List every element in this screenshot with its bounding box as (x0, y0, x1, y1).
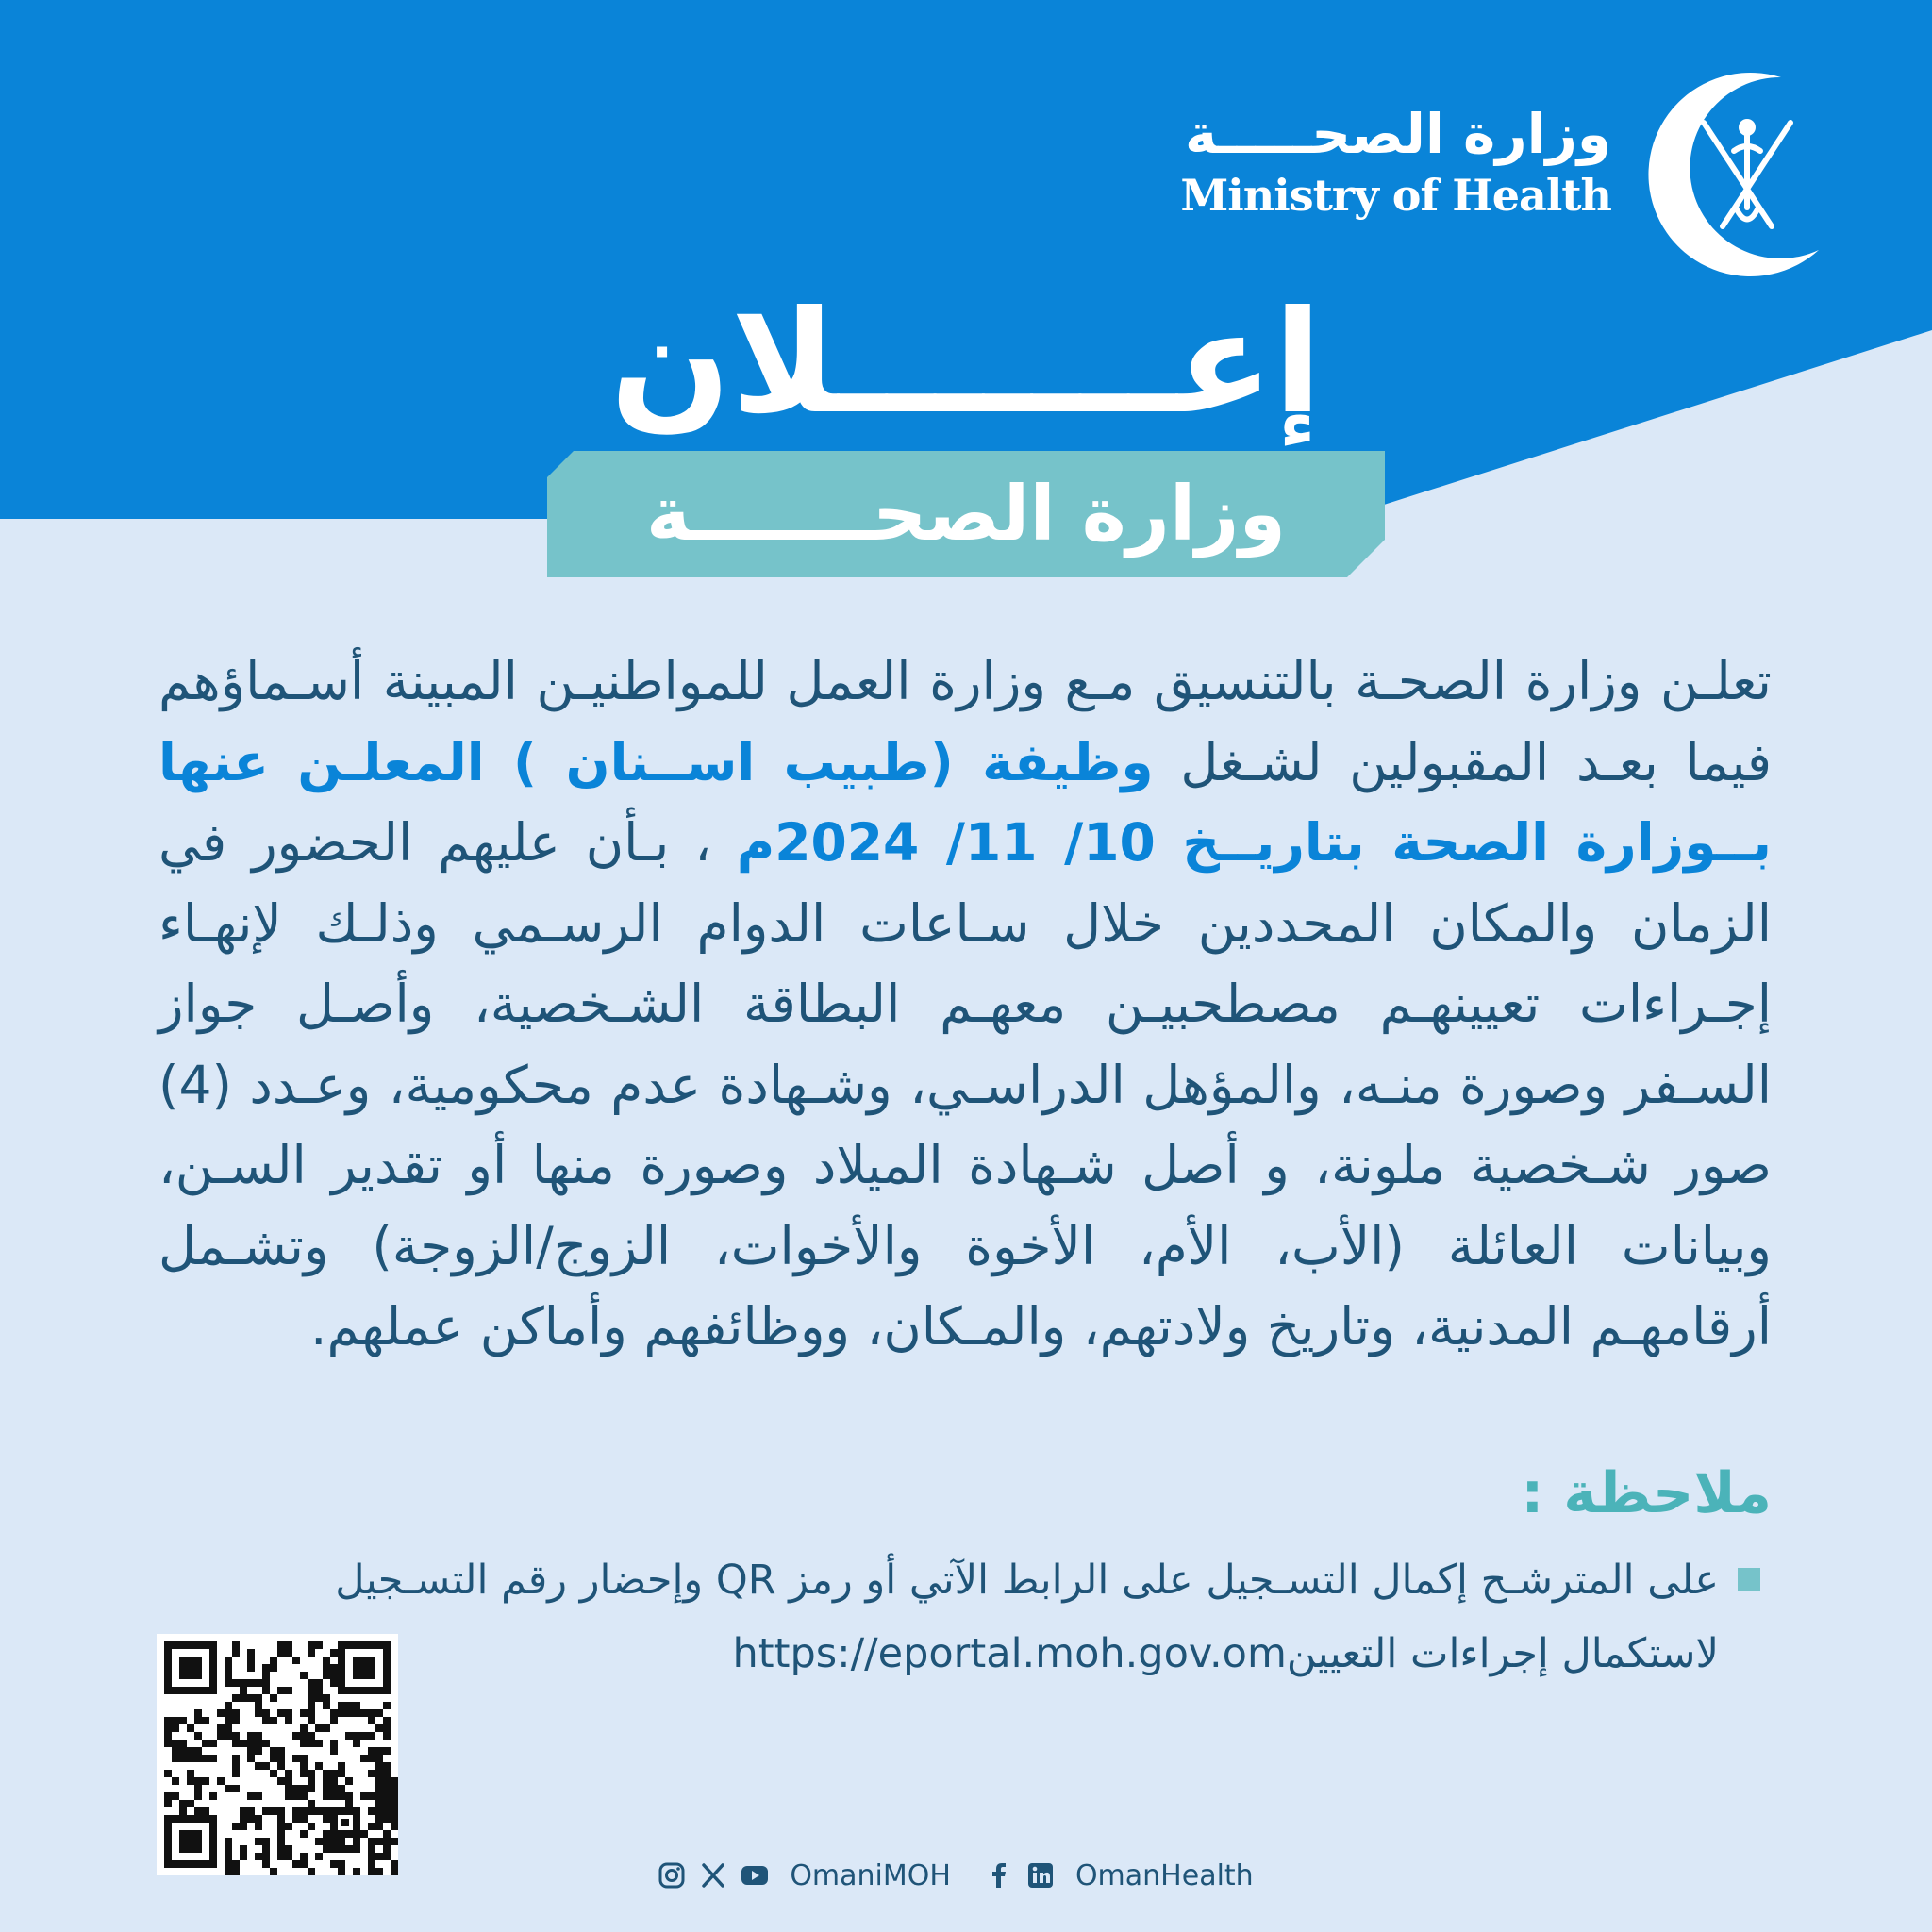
social-handle-omanimoh[interactable]: OmaniMOH (790, 1858, 951, 1892)
facebook-icon[interactable] (985, 1861, 1013, 1890)
linkedin-icon[interactable] (1026, 1861, 1055, 1890)
body-highlight: وظيفة (طبيب اســنان ) المعلـن عنها بــوزارة الصحة بتاريــخ 10/ 11/ 2024م (158, 731, 1772, 873)
qr-code-icon[interactable] (157, 1634, 398, 1875)
oman-emblem-icon (1630, 66, 1847, 283)
subtitle-text: وزارة الصحـــــــة (645, 470, 1287, 558)
social-handle-omanhealth[interactable]: OmanHealth (1074, 1858, 1254, 1892)
x-icon[interactable] (699, 1861, 727, 1890)
note-line-1: على المترشـح إكمال التسـجيل على الرابط الآتي أو رمز QR وإحضار رقم التسـجيل (335, 1557, 1719, 1604)
registration-link[interactable]: https://eportal.moh.gov.om (732, 1630, 1287, 1677)
social-footer (0, 1853, 1932, 1898)
body-part-1: تعلـن وزارة الصحـة بالتنسيق مـع وزارة العمل للمواطنيـن المبينة أسـماؤهم فيما بعـد المقبولين لشـغل (158, 651, 1772, 792)
note-line-2 (698, 1621, 1719, 1687)
body-part-2: ، بـأن عليهم الحضور في الزمان والمكان المحددين خلال سـاعات الدوام الرسـمي وذلـك لإنهـاء إجـراءات تعيينهـم مصطحبيـن معهـم البطاقة الشـخصية، وأصـل جواز السـفر وصورة منـه، والمؤهل الدراسـي، وشـهادة عدم محكومية، وعـدد (4) صور شـخصية ملونة، و أصل شـهادة الميلاد وصورة منها أو تقدير السـن، وبيانات العائلة (الأب، الأم، الأخوة والأخوات، الزوج/الزوجة) وتشـمل أرقامهـم المدنية، وتاريخ ولادتهم، والمـكان، ووظائفهم وأماكن عملهم. (158, 812, 1772, 1357)
brand-name-arabic: وزارة الصحـــــة (1184, 102, 1611, 166)
instagram-icon[interactable] (658, 1861, 686, 1890)
announcement-body (158, 641, 1772, 1368)
subtitle-banner (547, 451, 1385, 577)
note-line-2-text: لاستكمال إجراءات التعيين (1286, 1630, 1719, 1677)
note-heading: ملاحظة : (1521, 1460, 1772, 1526)
youtube-icon[interactable] (741, 1861, 769, 1890)
brand-name-english: Ministry of Health (1180, 170, 1611, 221)
bullet-square-icon (1738, 1568, 1760, 1591)
page-title: إعـــــــلان (609, 281, 1323, 445)
